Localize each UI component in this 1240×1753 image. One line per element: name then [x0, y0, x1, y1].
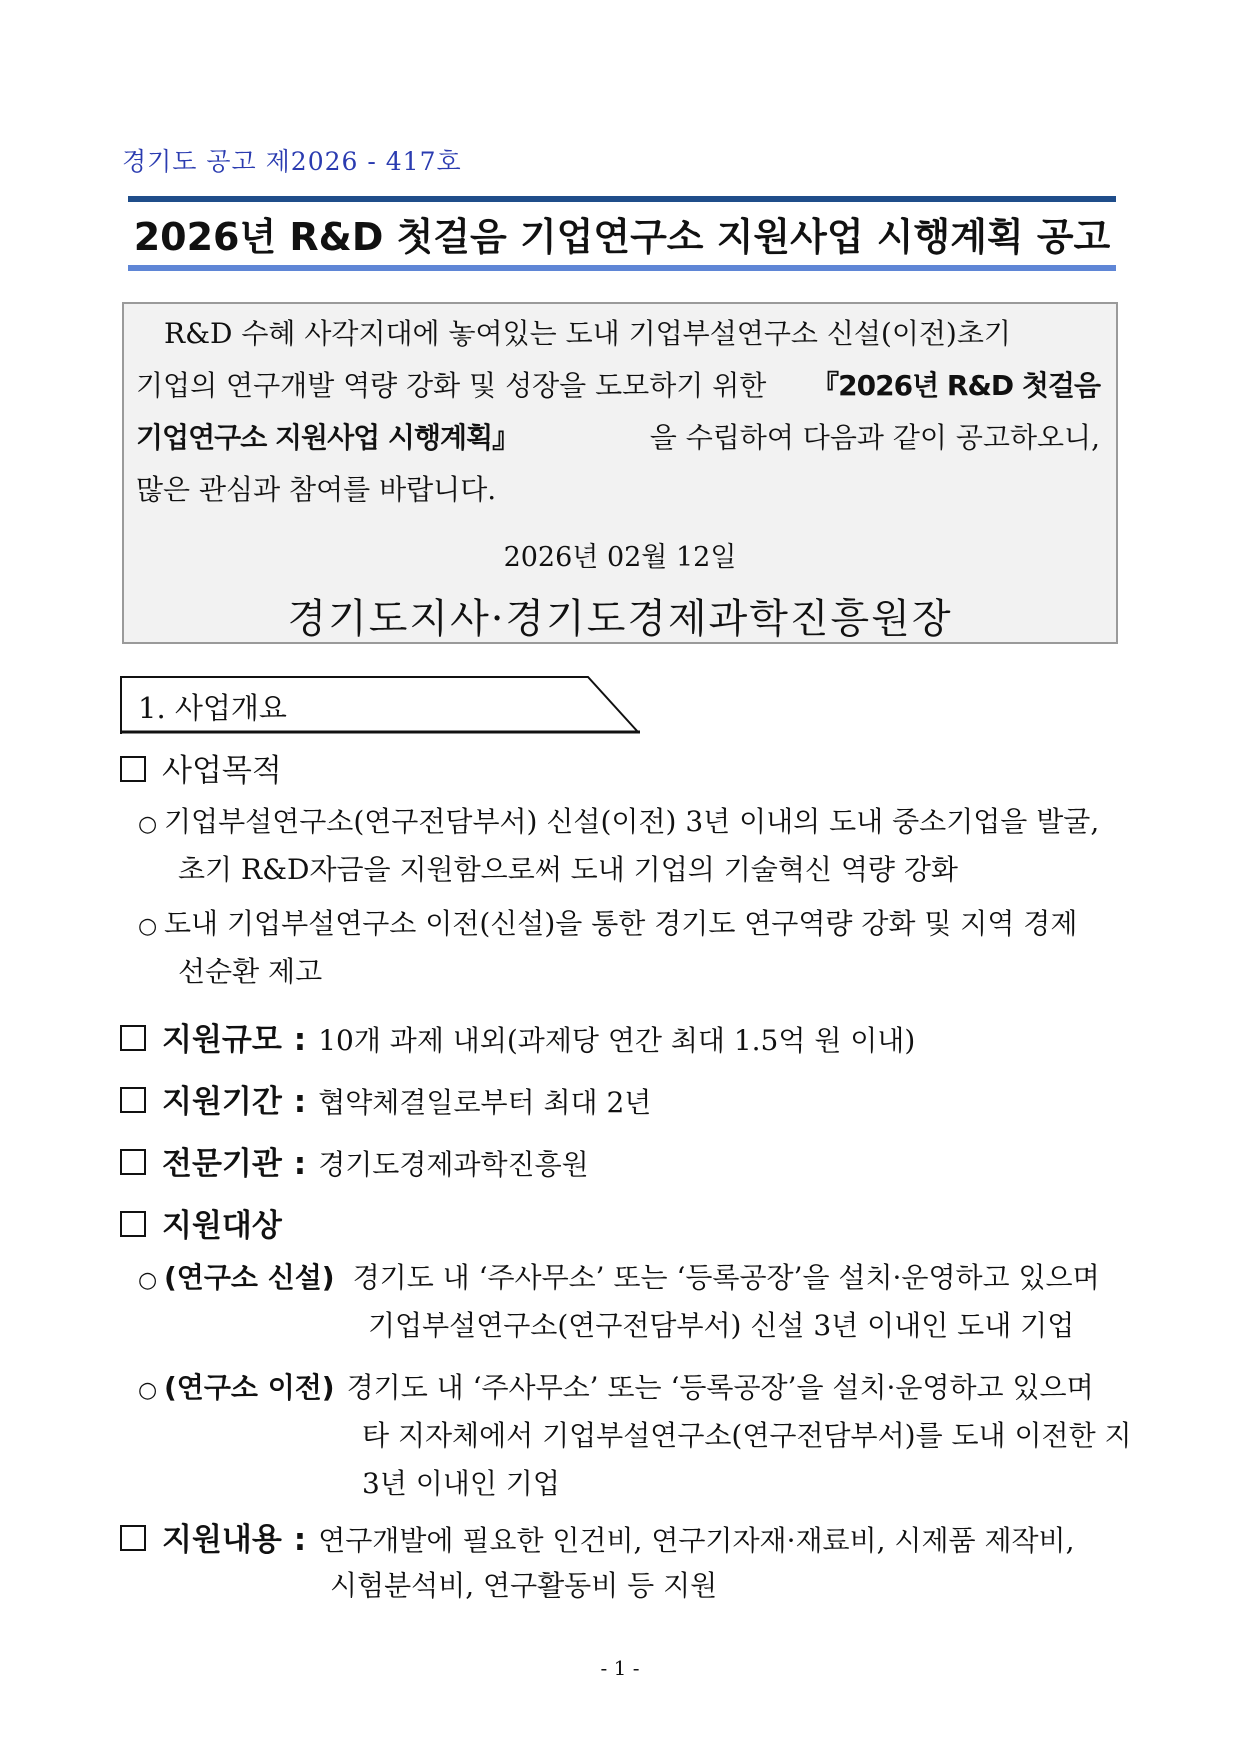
circle-bullet-icon: ○	[138, 1378, 158, 1403]
circle-bullet-icon: ○	[138, 1268, 158, 1293]
purpose-bullet-2	[138, 902, 1077, 942]
notice-number: 경기도 공고 제2026 - 417호	[122, 147, 462, 176]
intro-box	[122, 302, 1118, 644]
checkbox-square-icon	[120, 1525, 146, 1551]
purpose-bullet-2-cont	[178, 950, 322, 990]
content-cont	[330, 1564, 717, 1604]
signer: 경기도지사·경기도경제과학진흥원장	[287, 596, 953, 642]
target-new-bullet	[138, 1256, 1100, 1296]
announcement-date: 2026년 02월 12일	[503, 542, 737, 573]
target-new-cont	[368, 1304, 1074, 1344]
item-colon: :	[293, 1146, 307, 1182]
content-item	[120, 1514, 1075, 1559]
purpose-bullet-1-cont	[178, 848, 1050, 888]
item-label: 전문기관	[162, 1146, 282, 1182]
bullet-text: 3년 이내인 기업	[362, 1467, 560, 1500]
checkbox-square-icon	[120, 1149, 146, 1175]
purpose-bullet-1	[138, 800, 1099, 840]
circle-bullet-icon: ○	[138, 914, 158, 939]
circle-bullet-icon: ○	[138, 812, 158, 837]
target-tag: (연구소 이전)	[164, 1371, 335, 1404]
period-item	[120, 1076, 651, 1121]
intro-text: 을 수립하여 다음과 같이 공고하오니,	[649, 421, 1100, 454]
bullet-text: 도내 기업부설연구소 이전(신설)을 통한 경기도 연구역량 강화 및 지역 경제	[164, 907, 1078, 940]
intro-line-3	[136, 416, 1100, 456]
checkbox-square-icon	[120, 1211, 146, 1237]
section-heading-tab	[120, 676, 640, 734]
checkbox-square-icon	[120, 756, 146, 782]
target-move-cont-2	[362, 1462, 560, 1502]
item-value: 시험분석비, 연구활동비 등 지원	[330, 1569, 718, 1602]
page-number: - 1 -	[600, 1656, 640, 1680]
bullet-text: 경기도 내 ‘주사무소’ 또는 ‘등록공장’을 설치·운영하고 있으며	[346, 1371, 1094, 1404]
bullet-text: 기업부설연구소(연구전담부서) 신설(이전) 3년 이내의 도내 중소기업을 발굴,	[164, 805, 1100, 838]
item-label: 지원대상	[162, 1208, 282, 1244]
item-colon: :	[293, 1522, 307, 1558]
item-label: 지원규모	[162, 1022, 282, 1058]
item-value: 협약체결일로부터 최대 2년	[318, 1086, 652, 1119]
item-label: 사업목적	[162, 753, 282, 789]
bullet-text: 선순환 제고	[178, 955, 323, 988]
title-rule-top	[128, 196, 1116, 202]
item-value: 10개 과제 내외(과제당 연간 최대 1.5억 원 이내)	[318, 1024, 916, 1057]
bullet-text: 초기 R&D자금을 지원함으로써 도내 기업의 기술혁신 역량 강화	[178, 853, 958, 886]
checkbox-square-icon	[120, 1025, 146, 1051]
purpose-item	[120, 745, 282, 790]
intro-line-4	[136, 468, 1100, 508]
intro-text: 많은 관심과 참여를 바랍니다.	[136, 473, 497, 506]
intro-text: R&D 수혜 사각지대에 놓여있는 도내 기업부설연구소 신설(이전)초기	[164, 317, 1011, 350]
target-tag: (연구소 신설)	[164, 1261, 335, 1294]
intro-line-1	[164, 312, 1100, 352]
target-move-cont-1	[362, 1414, 1132, 1454]
item-label: 지원내용	[162, 1522, 282, 1558]
checkbox-square-icon	[120, 1087, 146, 1113]
item-value: 연구개발에 필요한 인건비, 연구기자재·재료비, 시제품 제작비,	[318, 1524, 1075, 1557]
agency-item	[120, 1138, 589, 1183]
intro-text: 기업의 연구개발 역량 강화 및 성장을 도모하기 위한	[136, 369, 767, 402]
bullet-text: 경기도 내 ‘주사무소’ 또는 ‘등록공장’을 설치·운영하고 있으며	[352, 1261, 1100, 1294]
item-colon: :	[293, 1022, 307, 1058]
intro-bold-text: 기업연구소 지원사업 시행계획』	[136, 421, 520, 454]
intro-bold-text: 『2026년 R&D 첫걸음	[811, 369, 1100, 402]
target-move-bullet	[138, 1366, 1094, 1406]
title-rule-bottom	[128, 265, 1116, 271]
target-item	[120, 1200, 282, 1245]
item-label: 지원기간	[162, 1084, 282, 1120]
scale-item	[120, 1014, 915, 1059]
bullet-text: 타 지자체에서 기업부설연구소(연구전담부서)를 도내 이전한 지	[362, 1419, 1132, 1452]
item-colon: :	[293, 1084, 307, 1120]
intro-line-2	[136, 364, 1100, 404]
section-heading: 1. 사업개요	[138, 691, 287, 725]
bullet-text: 기업부설연구소(연구전담부서) 신설 3년 이내인 도내 기업	[368, 1309, 1075, 1342]
item-value: 경기도경제과학진흥원	[318, 1148, 589, 1181]
document-title: 2026년 R&D 첫걸음 기업연구소 지원사업 시행계획 공고	[133, 215, 1111, 259]
